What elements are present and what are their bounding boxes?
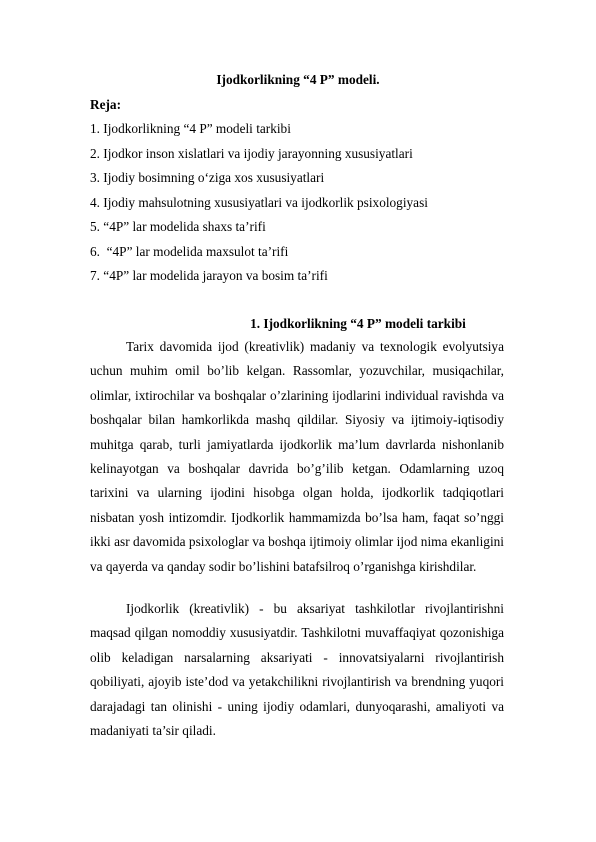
plan-list [90, 120, 428, 292]
plan-item: 7. “4P” lar modelida jarayon va bosim ta’rifi [90, 268, 328, 283]
plan-item: 5. “4P” lar modelida shaxs ta’rifi [90, 219, 266, 234]
plan-item: 2. Ijodkor inson xislatlari va ijodiy jarayonning xususiyatlari [90, 145, 413, 161]
plan-heading: Reja: [90, 97, 122, 112]
plan-item: 1. Ijodkorlikning “4 P” modeli tarkibi [90, 121, 291, 136]
plan-item: 3. Ijodiy bosimning o‘ziga xos xususiyatlari [90, 170, 325, 185]
section-title: 1. Ijodkorlikning “4 P” modeli tarkibi [250, 316, 466, 331]
body-paragraph: Ijodkorlik (kreativlik) - bu aksariyat tashkilotlar rivojlantirishni maqsad qilgan nomoddiy xususiyatdir. Tashkilotni muvaffaqiyat qozonishiga olib keladigan narsalarning aksariyati - innovatsiyalarni rivojlantirish qobiliyati, ajoyib iste’dod va yetakchilikni rivojlantirish va brendning yuqori darajadagi tan olinishi - uning ijodiy odamlari, dunyoqarashi, amaliyoti va madaniyati ta’sir qiladi. [90, 601, 504, 739]
body-paragraph: Tarix davomida ijod (kreativlik) madaniy va texnologik evolyutsiya uchun muhim omil bo’lib kelgan. Rassomlar, yozuvchilar, musiqachilar, olimlar, ixtirochilar va boshqalar o’zlarining ijodlarini individual ravishda va boshqalar bilan hamkorlikda mashq qildilar. Siyosiy va ijtimoiy-iqtisodiy muhitga qarab, turli jamiyatlarda ijodkorlik ma’lum davrlarda nishonlanib kelinayotgan va boshqalar davrida bo’g’ilib ketgan. Odamlarning uzoq tarixini va ularning ijodini hisobga olgan holda, ijodkorlik tadqiqotlari nisbatan yosh intizomdir. Ijodkorlik hammamizda bo’lsa ham, faqat so’nggi ikki asr davomida psixologlar va boshqa ijtimoiy olimlar ijod nima ekanligini va qayerda va qanday sodir bo’lishini batafsilroq o’rganishga kirishdilar. [90, 339, 504, 574]
plan-item: 4. Ijodiy mahsulotning xususiyatlari va ijodkorlik psixologiyasi [90, 194, 428, 210]
document-title: Ijodkorlikning “4 P” modeli. [216, 72, 380, 87]
plan-item: 6. “4P” lar modelida maxsulot ta’rifi [90, 243, 289, 259]
